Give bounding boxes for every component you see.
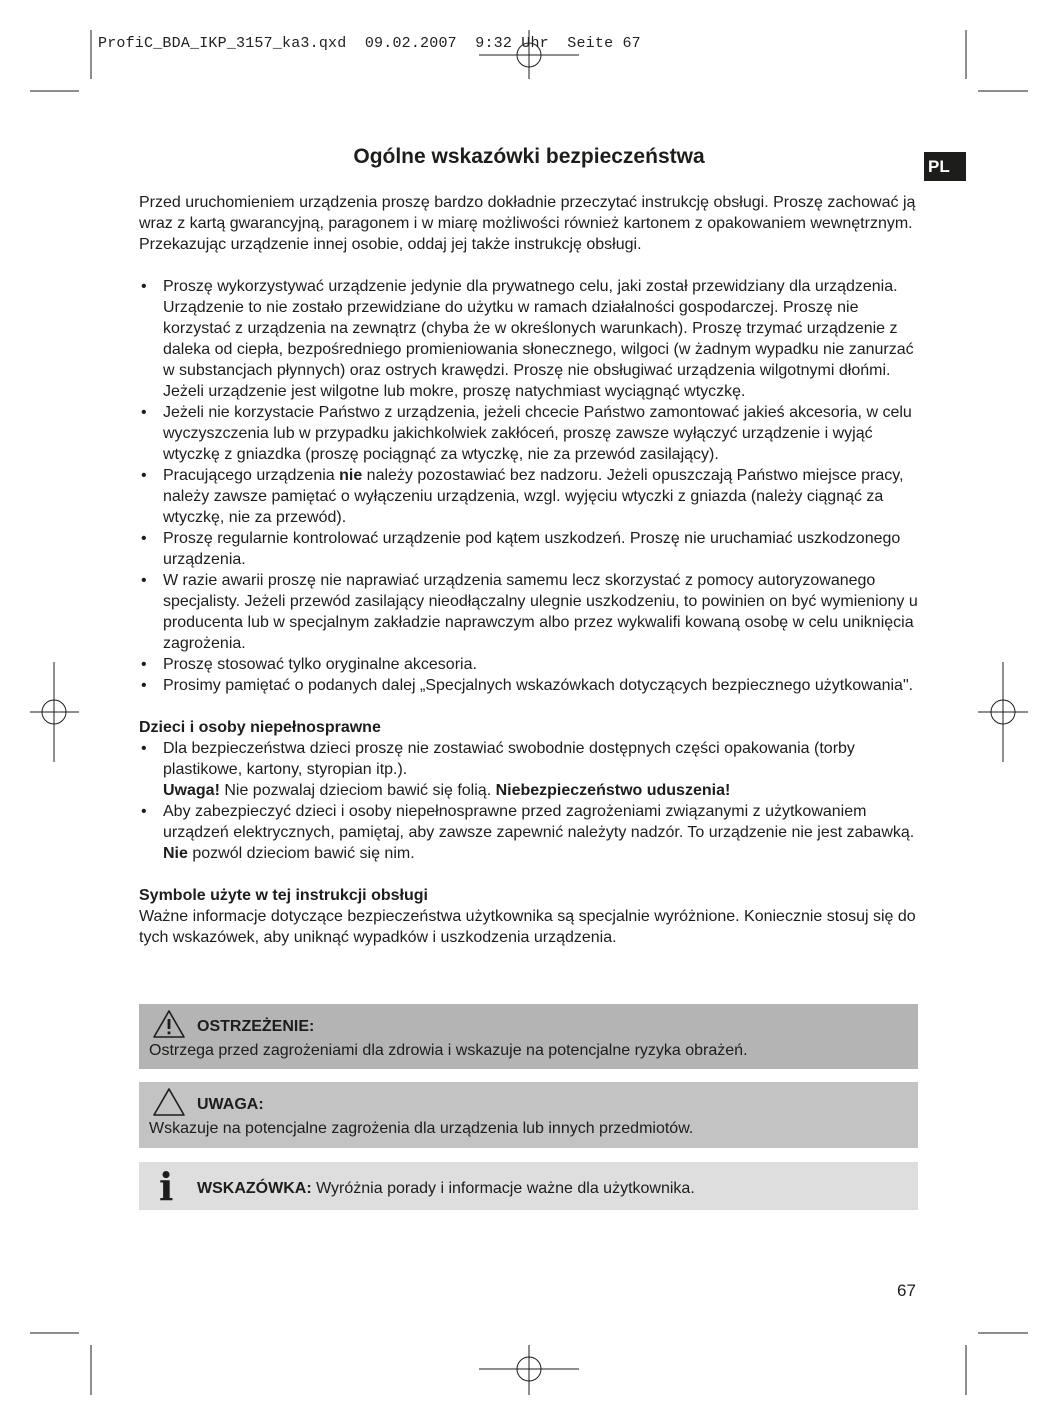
list-item: • Jeżeli nie korzystacie Państwo z urządzenia, jeżeli chcecie Państwo zamontować jakieś akcesoria, w celu wyczyszczenia lub w przypadku jakichkolwiek zakłóceń, proszę zawsze wyłączyć urządzenie i wyjąć wtyczkę z gniazdka (proszę pociągnąć za wtyczkę, nie za przewód zasilający). [139, 402, 919, 465]
warning-text: Ostrzega przed zagrożeniami dla zdrowia i wskazuje na potencjalne ryzyka obrażeń. [149, 1042, 748, 1059]
list-item: • Proszę stosować tylko oryginalne akcesoria. [139, 654, 919, 675]
list-item: • Aby zabezpieczyć dzieci i osoby niepełnosprawne przed zagrożeniami związanymi z użytkowaniem urządzeń elektrycznych, pamiętaj, aby zawsze zapewnić należyty nadzór. To urządzenie nie jest zabawką. Nie pozwól dzieciom bawić się nim. [139, 801, 919, 864]
caution-title: UWAGA: [197, 1096, 264, 1113]
note-box [139, 1162, 918, 1210]
warning-box [139, 1004, 918, 1069]
list-item: • Prosimy pamiętać o podanych dalej „Specjalnych wskazówkach dotyczących bezpiecznego użytkowania". [139, 675, 919, 696]
list-item: • Proszę wykorzystywać urządzenie jedynie dla prywatnego celu, jaki został przewidziany dla urządzenia. Urządzenie to nie zostało przewidziane do użytku w ramach działalności gospodarczej. Proszę nie korzystać z urządzenia na zewnątrz (chyba że w określonych warunkach). Proszę trzymać urządzenie z daleka od ciepła, bezpośredniego promieniowania słonecznego, wilgoci (w żadnym wypadku nie zanurzać w substancjach płynnych) oraz ostrych krawędzi. Proszę nie obsługiwać urządzenia wilgotnymi dłońmi. Jeżeli urządzenie jest wilgotne lub mokre, proszę natychmiast wyciągnąć wtyczkę. [139, 276, 919, 402]
caution-text: Wskazuje na potencjalne zagrożenia dla urządzenia lub innych przedmiotów. [149, 1120, 694, 1137]
children-list [139, 738, 919, 864]
caution-triangle-icon [152, 1087, 186, 1117]
intro-paragraph: Przed uruchomieniem urządzenia proszę bardzo dokładnie przeczytać instrukcję obsługi. Proszę zachować ją wraz z kartą gwarancyjną, paragonem i w miarę możliwości również kartonem z opakowaniem wewnętrznym. Przekazując urządzenie innej osobie, oddaj jej także instrukcję obsługi. [139, 194, 916, 253]
symbols-paragraph: Ważne informacje dotyczące bezpieczeństwa użytkownika są specjalnie wyróżnione. Koniecznie stosuj się do tych wskazówek, aby uniknąć wypadków i uszkodzenia urządzenia. [139, 908, 916, 946]
children-heading: Dzieci i osoby niepełnosprawne [139, 719, 381, 736]
list-item: • Proszę regularnie kontrolować urządzenie pod kątem uszkodzeń. Proszę nie uruchamiać uszkodzonego urządzenia. [139, 528, 919, 570]
page-number: 67 [897, 1281, 916, 1300]
note-text: Wyróżnia porady i informacje ważne dla użytkownika. [311, 1180, 695, 1197]
warning-title: OSTRZEŻENIE: [197, 1018, 315, 1035]
warning-triangle-icon [152, 1009, 186, 1039]
print-slug: ProfiC_BDA_IKP_3157_ka3.qxd 09.02.2007 9:32 Uhr Seite 67 [98, 35, 641, 52]
note-title: WSKAZÓWKA: [197, 1180, 312, 1197]
note-line [197, 1178, 695, 1199]
main-content [139, 192, 919, 948]
suffocation-warning: Niebezpieczeństwo uduszenia! [495, 782, 731, 799]
language-tab: PL [924, 152, 966, 181]
caution-box [139, 1082, 918, 1148]
safety-list [139, 276, 919, 696]
page-title: Ogólne wskazówki bezpieczeństwa [353, 145, 705, 168]
symbols-heading: Symbole użyte w tej instrukcji obsługi [139, 887, 428, 904]
list-item: • Dla bezpieczeństwa dzieci proszę nie zostawiać swobodnie dostępnych części opakowania (torby plastikowe, kartony, styropian itp.). Uwaga! Nie pozwalaj dzieciom bawić się folią. Niebezpieczeństwo uduszenia! [139, 738, 919, 801]
warning-label: Uwaga! [163, 782, 220, 799]
info-icon: i [159, 1164, 174, 1209]
list-item: • Pracującego urządzenia nie należy pozostawiać bez nadzoru. Jeżeli opuszczają Państwo miejsce pracy, należy zawsze pamiętać o wyłączeniu urządzenia, wzgl. wyjęciu wtyczki z gniazda (należy ciągnąć za wtyczkę, nie za przewód). [139, 465, 919, 528]
list-item: • W razie awarii proszę nie naprawiać urządzenia samemu lecz skorzystać z pomocy autoryzowanego specjalisty. Jeżeli przewód zasilający nieodłączalny ulegnie uszkodzeniu, to powinien on być wymieniony u producenta lub w specjalnym zakładzie naprawczym albo przez wykwalifi kowaną osobę w celu uniknięcia zagrożenia. [139, 570, 919, 654]
